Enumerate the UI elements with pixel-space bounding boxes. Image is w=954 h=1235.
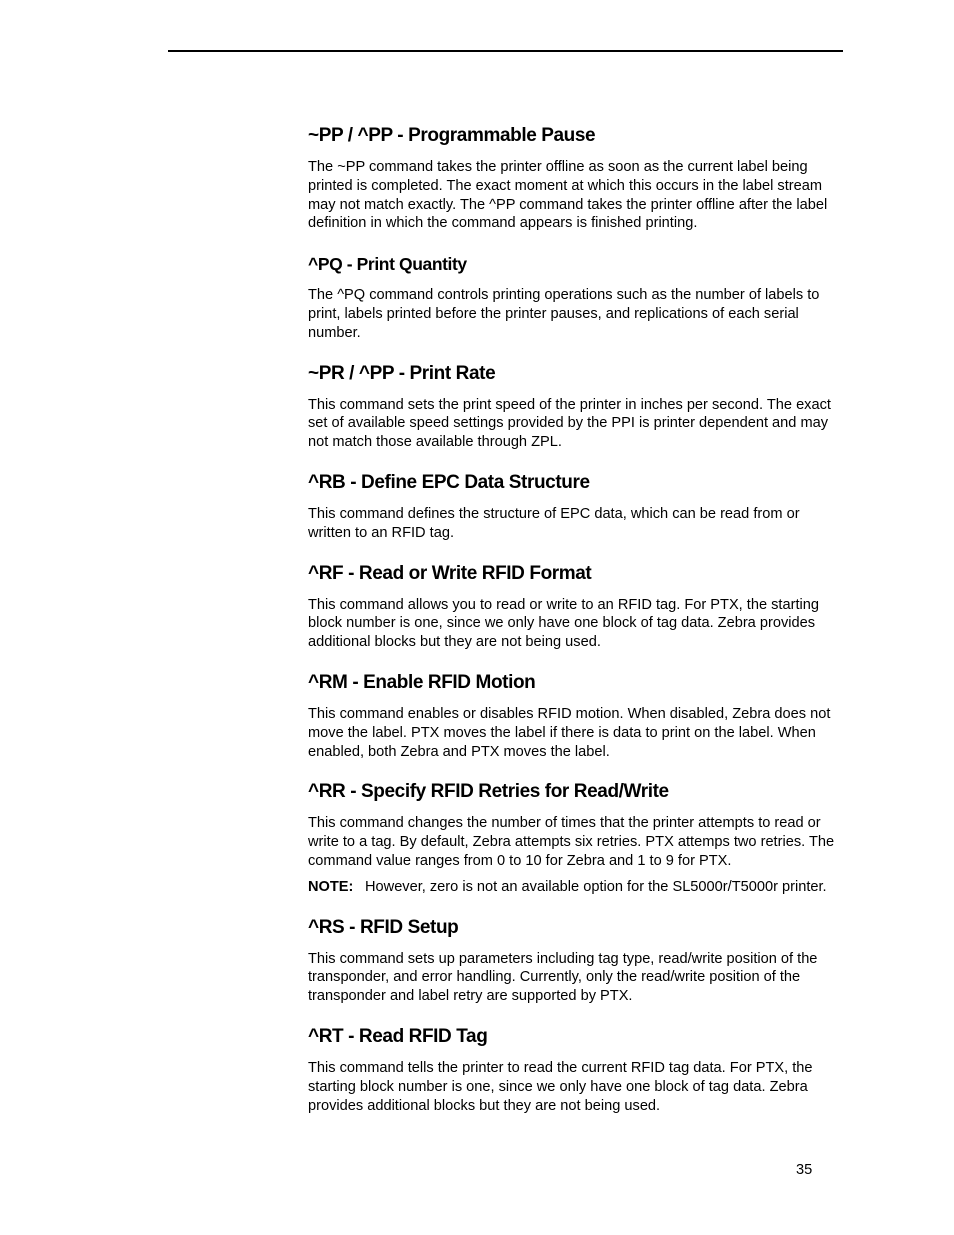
section-body: This command enables or disables RFID motion. When disabled, Zebra does not move the label. PTX moves the label if there is data to print on the label. When enabled, both Zebra and PTX moves the label. xyxy=(308,705,831,760)
section-specify-rfid-retries xyxy=(308,780,843,896)
note-label: NOTE: xyxy=(308,878,354,895)
section-print-rate xyxy=(308,362,843,452)
page-number: 35 xyxy=(796,1162,813,1178)
section-heading: ^RB - Define EPC Data Structure xyxy=(308,471,590,493)
section-heading: ^RS - RFID Setup xyxy=(308,916,459,938)
page-content xyxy=(308,124,843,1134)
section-heading: ^RM - Enable RFID Motion xyxy=(308,671,536,693)
section-body: This command tells the printer to read the current RFID tag data. For PTX, the starting block number is one, since we only have one block of tag data. Zebra provides additional blocks but they are not being used. xyxy=(308,1059,813,1114)
section-read-write-rfid-format xyxy=(308,562,843,652)
section-heading: ~PP / ^PP - Programmable Pause xyxy=(308,125,596,146)
section-define-epc-data-structure xyxy=(308,471,843,543)
header-rule xyxy=(168,50,843,52)
section-body: The ~PP command takes the printer offline as soon as the current label being printed is completed. The exact moment at which this occurs in the label stream may not match exactly. The ^PP command takes the printer offline after the label definition in which the command appears is finished printing. xyxy=(308,159,828,232)
section-body: This command allows you to read or write to an RFID tag. For PTX, the starting block number is one, since we only have one block of tag data. Zebra provides additional blocks but they are not being used. xyxy=(308,596,819,651)
section-body: This command defines the structure of EPC data, which can be read from or written to an RFID tag. xyxy=(308,505,800,541)
section-body: The ^PQ command controls printing operations such as the number of labels to print, labels printed before the printer pauses, and replications of each serial number. xyxy=(308,287,820,341)
section-heading: ^PQ - Print Quantity xyxy=(308,254,467,275)
section-heading: ^RF - Read or Write RFID Format xyxy=(308,562,592,584)
section-programmable-pause xyxy=(308,124,843,233)
section-heading: ~PR / ^PP - Print Rate xyxy=(308,362,496,384)
section-print-quantity xyxy=(308,252,843,342)
section-heading: ^RR - Specify RFID Retries for Read/Write xyxy=(308,781,669,803)
section-rfid-setup xyxy=(308,916,843,1006)
section-read-rfid-tag xyxy=(308,1025,843,1115)
section-body: This command sets up parameters including tag type, read/write position of the transponder, and error handling. Currently, only the read/write position of the transponder and label retry are supported by PTX. xyxy=(308,950,818,1005)
section-body: This command changes the number of times that the printer attempts to read or write to a tag. By default, Zebra attempts six retries. PTX attemps two retries. The command value ranges from 0 to 10 for Zebra and 1 to 9 for PTX. xyxy=(308,815,835,869)
section-heading: ^RT - Read RFID Tag xyxy=(308,1025,488,1047)
section-body: This command sets the print speed of the printer in inches per second. The exact set of available speed settings provided by the PPI is printer dependent and may not match those available through ZPL. xyxy=(308,396,831,451)
note xyxy=(308,878,843,897)
note-text: However, zero is not an available option for the SL5000r/T5000r printer. xyxy=(365,878,827,895)
section-enable-rfid-motion xyxy=(308,671,843,761)
